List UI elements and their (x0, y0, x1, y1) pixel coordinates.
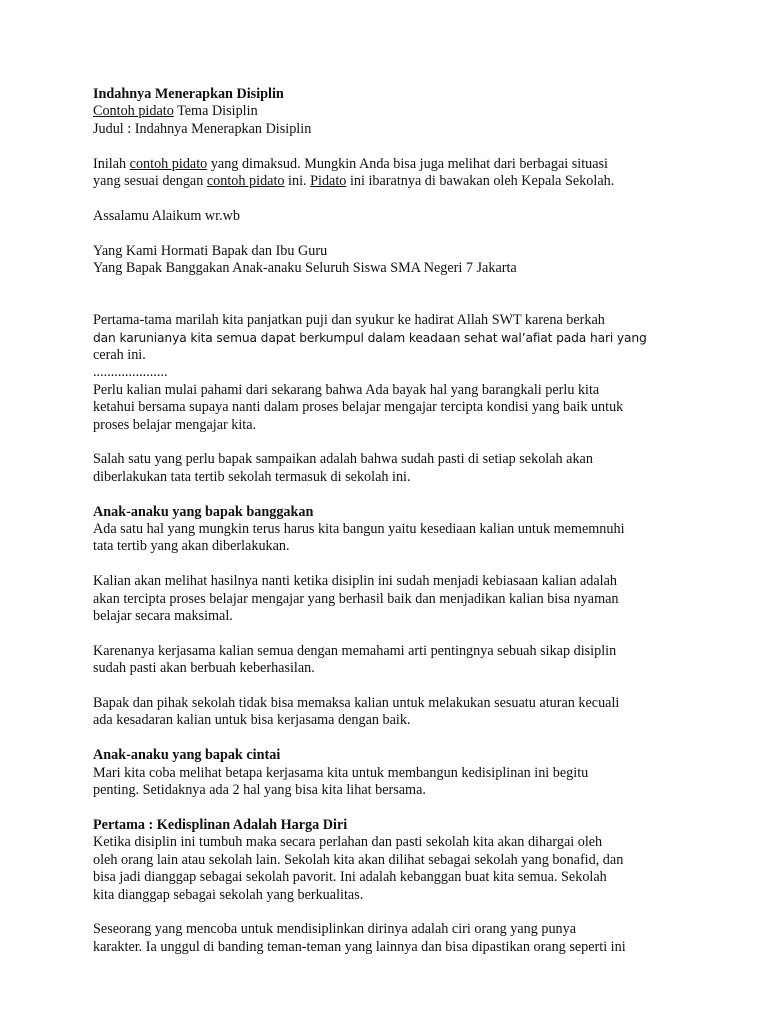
address-line: Yang Bapak Banggakan Anak-anaku Seluruh Siswa SMA Negeri 7 Jakarta (93, 260, 517, 277)
greeting: Assalamu Alaikum wr.wb (93, 207, 240, 224)
paragraph-line: penting. Setidaknya ada 2 hal yang bisa kita lihat bersama. (93, 782, 426, 799)
document-page (93, 86, 693, 956)
paragraph-line: tata tertib yang akan diberlakukan. (93, 538, 290, 555)
contoh-pidato-link[interactable]: contoh pidato (129, 155, 208, 172)
subtitle-line (93, 103, 693, 120)
paragraph-line: ada kesadaran kalian untuk bisa kerjasama dengan baik. (93, 712, 411, 729)
paragraph-line: ketahui bersama supaya nanti dalam proses belajar mengajar tercipta kondisi yang baik untuk (93, 399, 624, 416)
ellipsis-line: ..................... (93, 364, 168, 381)
section-heading: Anak-anaku yang bapak cintai (93, 747, 281, 764)
contoh-pidato-link[interactable]: Contoh pidato (93, 103, 174, 120)
paragraph-line: Kalian akan melihat hasilnya nanti ketika disiplin ini sudah menjadi kebiasaan kalian adalah (93, 573, 617, 590)
contoh-pidato-link[interactable]: contoh pidato (206, 173, 285, 190)
paragraph-line: Seseorang yang mencoba untuk mendisiplinkan dirinya adalah ciri orang yang punya (93, 921, 577, 938)
pidato-link[interactable]: Pidato (310, 173, 347, 190)
section-heading: Pertama : Kedisplinan Adalah Harga Diri (93, 816, 348, 833)
paragraph-line: kita dianggap sebagai sekolah yang berkualitas. (93, 886, 364, 903)
paragraph-line: Ada satu hal yang mungkin terus harus kita bangun yaitu kesediaan kalian untuk mememnuhi (93, 521, 625, 538)
paragraph-line: dan karunianya kita semua dapat berkumpul dalam keadaan sehat wal’afiat pada hari yang (93, 330, 647, 345)
subtitle-rest: Tema Disiplin (173, 103, 258, 120)
paragraph-line: Karenanya kerjasama kalian semua dengan memahami arti pentingnya sebuah sikap disiplin (93, 642, 617, 659)
paragraph-line: proses belajar mengajar kita. (93, 416, 257, 433)
paragraph-line: karakter. Ia unggul di banding teman-teman yang lainnya dan bisa dipastikan orang seperti ini (93, 938, 626, 955)
paragraph-line: Mari kita coba melihat betapa kerjasama kita untuk membangun kedisiplinan ini begitu (93, 764, 589, 781)
paragraph-line: diberlakukan tata tertib sekolah termasuk di sekolah ini. (93, 468, 411, 485)
paragraph-line: Salah satu yang perlu bapak sampaikan adalah bahwa sudah pasti di setiap sekolah akan (93, 451, 593, 468)
judul-line: Judul : Indahnya Menerapkan Disiplin (93, 120, 312, 137)
section-heading: Anak-anaku yang bapak banggakan (93, 503, 314, 520)
paragraph-line: cerah ini. (93, 347, 146, 364)
address-line: Yang Kami Hormati Bapak dan Ibu Guru (93, 242, 328, 259)
paragraph-line: Ketika disiplin ini tumbuh maka secara perlahan dan pasti sekolah kita akan dihargai oleh (93, 834, 603, 851)
paragraph-line: Perlu kalian mulai pahami dari sekarang bahwa Ada bayak hal yang barangkali perlu kita (93, 381, 600, 398)
paragraph-line: bisa jadi dianggap sebagai sekolah pavorit. Ini adalah kebanggan buat kita semua. Sekolah (93, 869, 607, 886)
paragraph-line: sudah pasti akan berbuah keberhasilan. (93, 660, 315, 677)
intro-line-2: yang sesuai dengan contoh pidato ini. Pidato ini ibaratnya di bawakan oleh Kepala Sekolah. (93, 173, 615, 190)
paragraph-line: belajar secara maksimal. (93, 608, 233, 625)
paragraph-line: Pertama-tama marilah kita panjatkan puji dan syukur ke hadirat Allah SWT karena berkah (93, 312, 605, 329)
paragraph-line: oleh orang lain atau sekolah lain. Sekolah kita akan dilihat sebagai sekolah yang bonafid, dan (93, 851, 624, 868)
intro-line-1: Inilah contoh pidato yang dimaksud. Mungkin Anda bisa juga melihat dari berbagai situasi (93, 155, 608, 172)
paragraph-line: akan tercipta proses belajar mengajar yang berhasil baik dan menjadikan kalian bisa nyaman (93, 590, 619, 607)
document-title: Indahnya Menerapkan Disiplin (93, 86, 284, 102)
paragraph-line: Bapak dan pihak sekolah tidak bisa memaksa kalian untuk melakukan sesuatu aturan kecuali (93, 695, 620, 712)
